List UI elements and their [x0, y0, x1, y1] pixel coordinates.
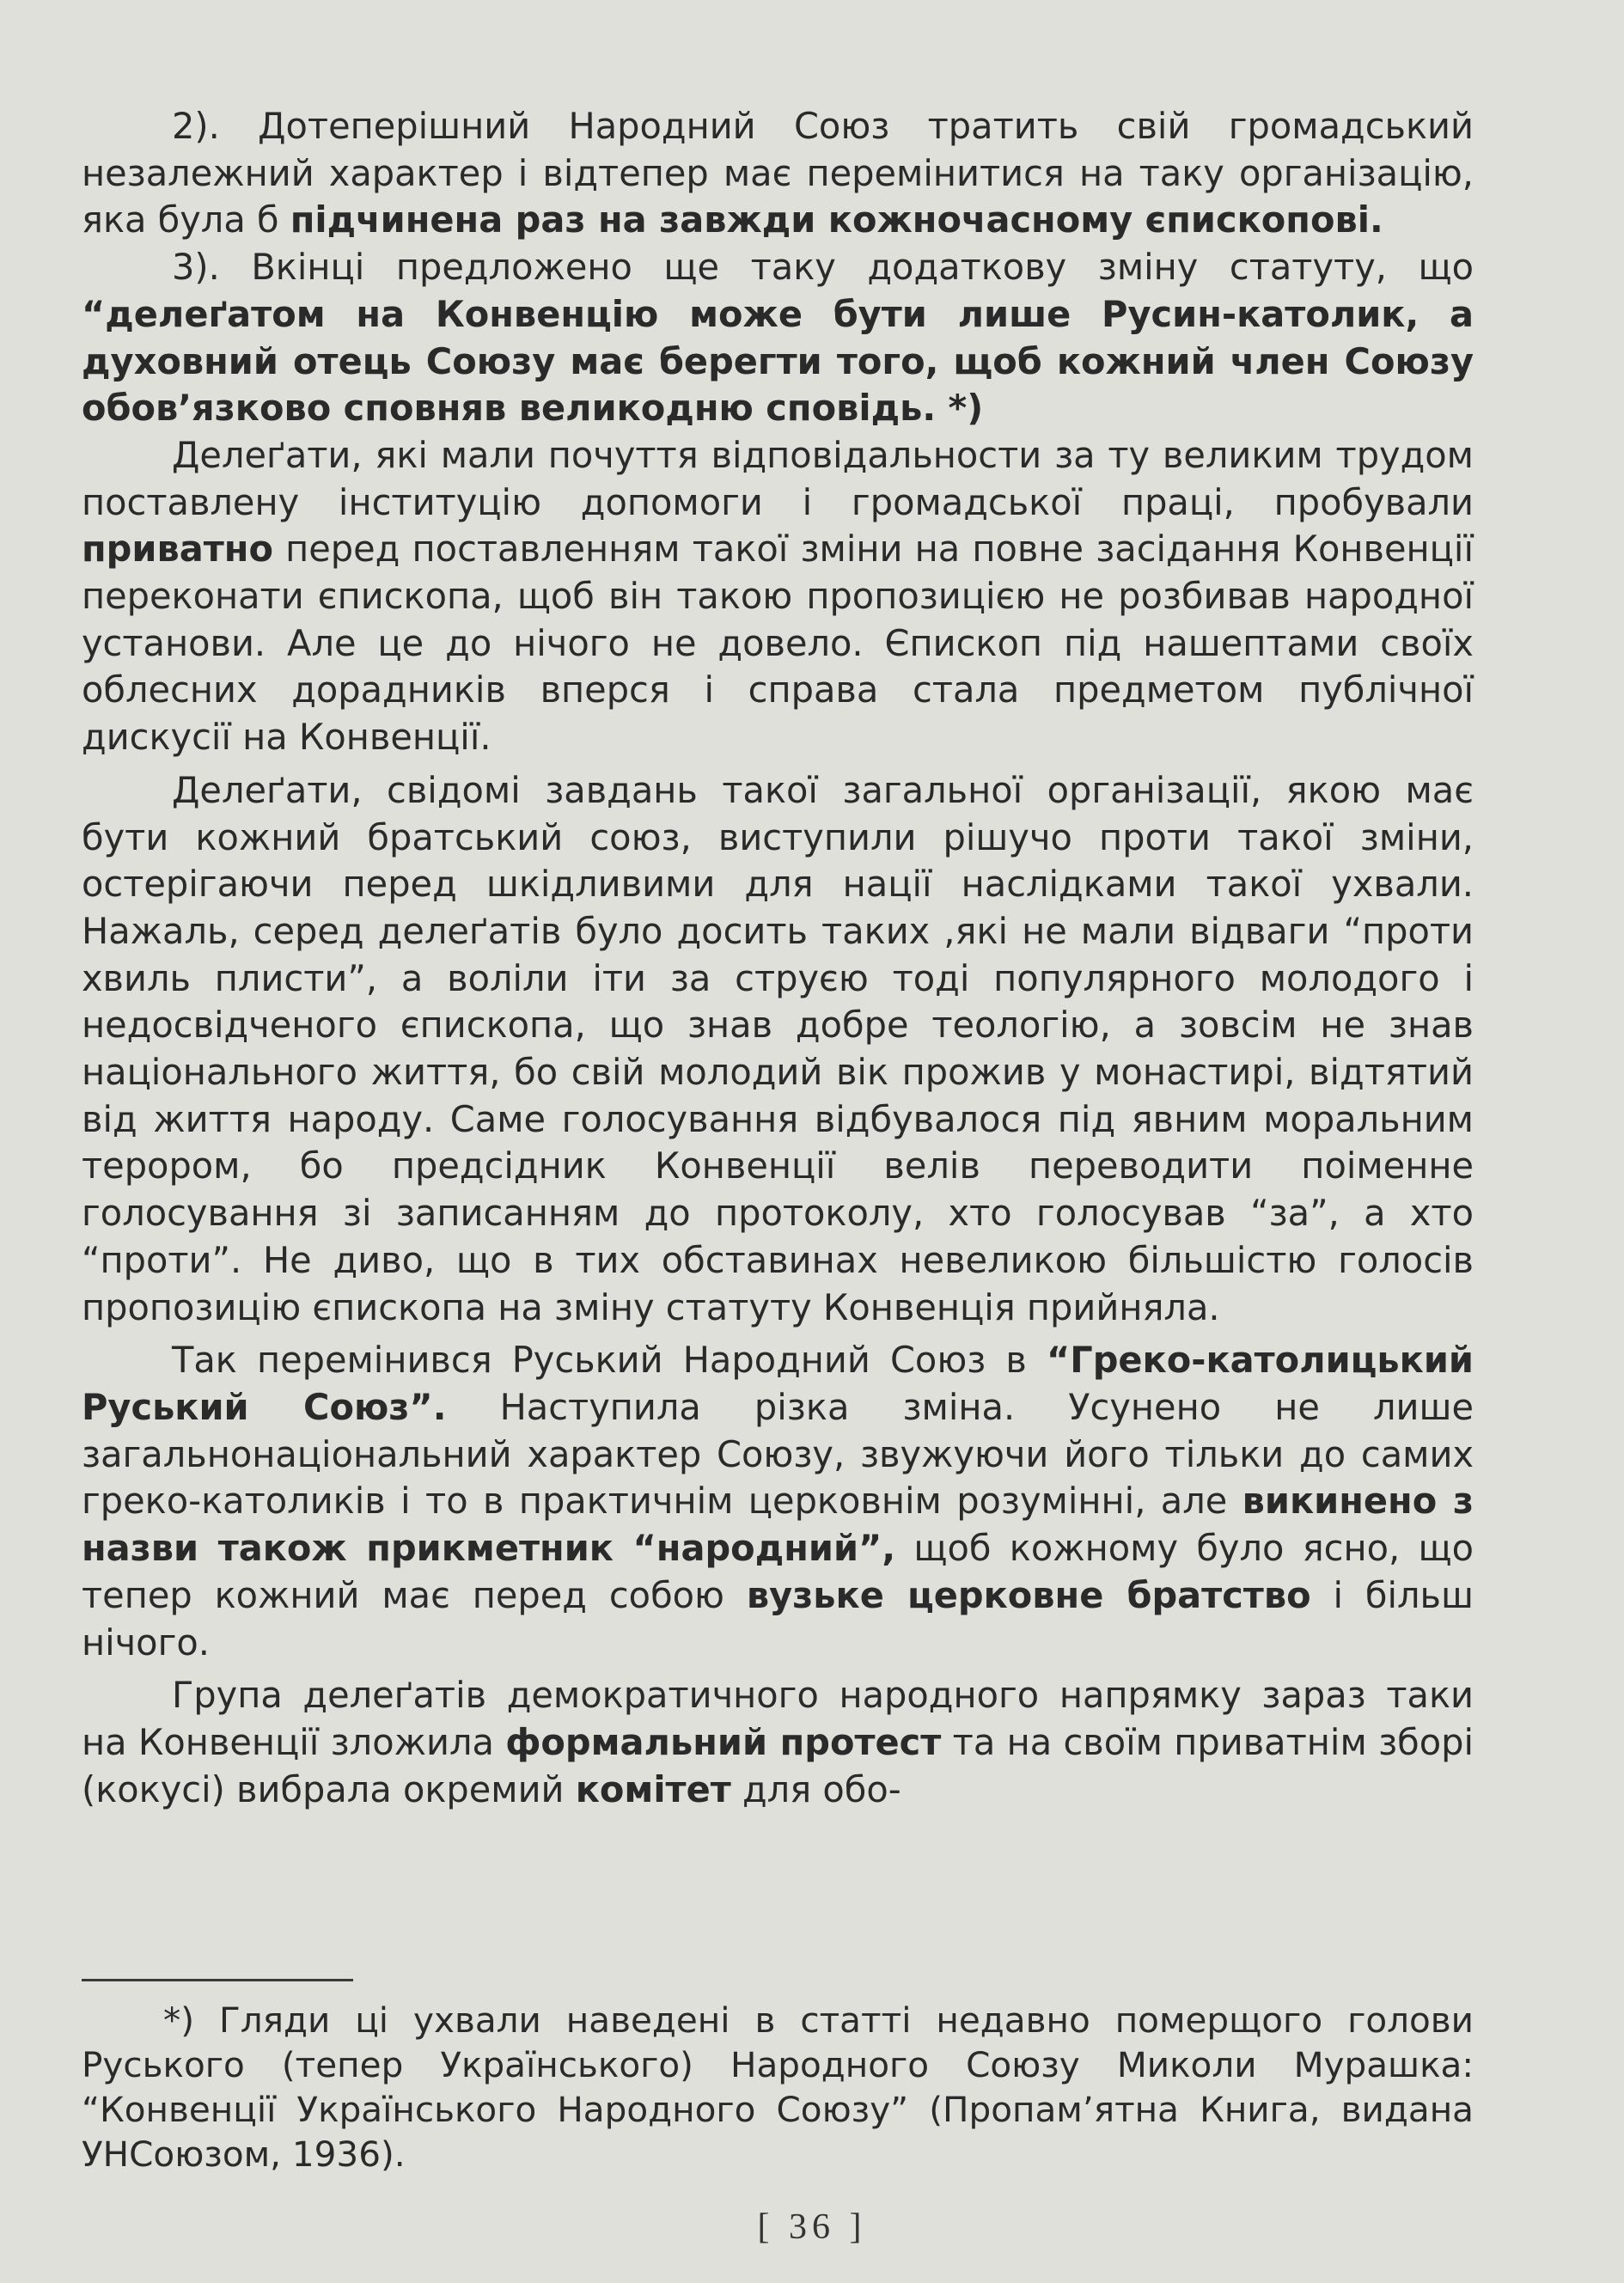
paragraph-2 [82, 244, 1474, 432]
paragraph-5 [82, 1337, 1474, 1666]
paragraph-6-text-b: та на своїм приватнім зборі (кокусі) вибрала окремий [82, 1720, 1474, 1810]
page-body [82, 103, 1474, 1813]
paragraph-3 [82, 432, 1474, 761]
paragraph-5-text-a: Так перемінився Руський Народний Союз в [172, 1339, 1047, 1382]
paragraph-5-bold-c: вузьке церковне братство [746, 1573, 1311, 1616]
paragraph-3-text-a: Делеґати, які мали почуття відповідальности за ту великим трудом поставлену інституцію допомоги і громадської праці, пробували [82, 433, 1474, 523]
paragraph-6-text-a: Група делеґатів демократичного народного напрямку зараз таки на Конвенції зложила [82, 1674, 1474, 1763]
paragraph-6-bold-a: формальний протест [505, 1720, 942, 1763]
paragraph-1 [82, 103, 1474, 244]
paragraph-5-text-b: Наступила різка зміна. Усунено не лише загальнонаціональний характер Союзу, звужуючи його тільки до самих греко-католиків і то в практичнім церковнім розумінні, але [82, 1385, 1474, 1523]
main-text [82, 103, 1474, 1813]
paragraph-6 [82, 1672, 1474, 1813]
paragraph-3-text-b: перед поставленням такої зміни на повне засідання Конвенції переконати єпископа, щоб він такою пропозицією не розбивав народної установи. Але це до нічого не довело. Єпископ під нашептами своїх облесних дорадників вперся і справа стала предметом публічної дискусії на Конвенції. [82, 528, 1474, 759]
paragraph-5-bold-a: “Греко-католицький Руський Союз”. [82, 1339, 1474, 1428]
paragraph-6-bold-b: комітет [575, 1767, 731, 1810]
paragraph-4-text: Делеґати, свідомі завдань такої загальної організації, якою має бути кожний братський союз, виступили рішучо проти такої зміни, остерігаючи перед шкідливими для нації наслідками такої ухвали. Нажаль, серед делеґатів було досить таких ,які не мали відваги “проти хвиль плисти”, а воліли іти за струєю тоді популярного молодого і недосвідченого єпископа, що знав добре теологію, а зовсім не знав національного життя, бо свій молодий вік прожив у монастирі, відтятий від життя народу. Саме голосування відбувалося під явним моральним терором, бо предсідник Конвенції велів переводити поіменне голосування зі записанням до протоколу, хто голосував “за”, а хто “проти”. Не диво, що в тих обставинах невеликою більшістю голосів пропозицію єпископа на зміну статуту Конвенція прийняла. [82, 768, 1474, 1328]
footnote-separator [82, 1979, 353, 1981]
paragraph-2-text: 3). Вкінці предложено ще таку додаткову зміну статуту, що [172, 246, 1474, 289]
paragraph-6-text-c: для обо- [730, 1767, 901, 1810]
paragraph-4 [82, 767, 1474, 1331]
paragraph-5-bold-b: викинено з назви також прикметник “народний”, [82, 1480, 1474, 1570]
paragraph-1-bold: підчинена раз на завжди кожночасному єпископові. [290, 198, 1383, 241]
paragraph-5-text-c: щоб кожному було ясно, що тепер кожний має перед собою [82, 1527, 1474, 1616]
paragraph-2-bold: “делеґатом на Конвенцію може бути лише Русин-католик, а духовний отець Союзу має берегти того, щоб кожний член Союзу обов’язково сповняв великодню сповідь. *) [82, 292, 1474, 430]
page-number: [ 36 ] [757, 2207, 867, 2247]
paragraph-5-text-d: і більш нічого. [82, 1573, 1474, 1663]
paragraph-1-text: 2). Дотеперішний Народний Союз тратить свій громадський незалежний характер і відтепер має перемінитися на таку організацію, яка була б [82, 105, 1474, 241]
footnote: *) Гляди ці ухвали наведені в статті недавно померщого голови Руського (тепер Українського) Народного Союзу Миколи Мурашка: “Конвенції Українського Народного Союзу” (Пропам’ятна Книга, видана УНСоюзом, 1936). [82, 1999, 1474, 2175]
paragraph-3-bold: приватно [82, 528, 273, 571]
